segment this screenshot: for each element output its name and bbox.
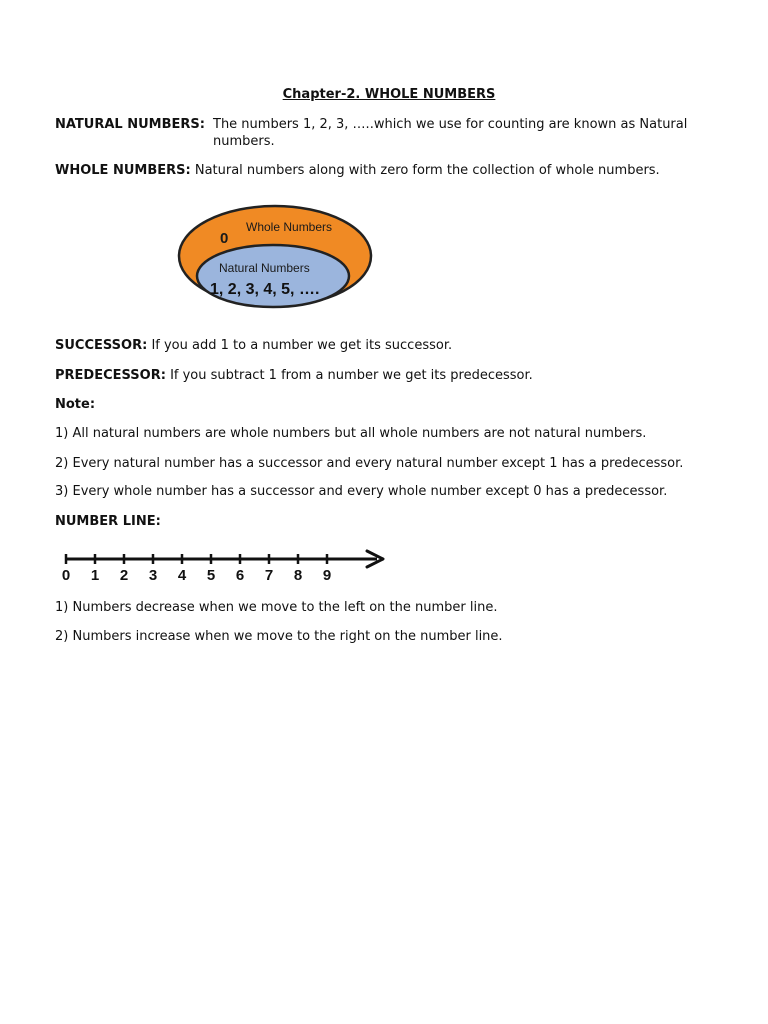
number-line-label-0: 0: [61, 567, 71, 584]
whole-numbers-venn-label: Whole Numbers: [246, 220, 333, 234]
note-item-2: 2) Every natural number has a successor and every natural number except 1 has a predecessor.: [55, 456, 684, 471]
number-line-fact-1: 1) Numbers decrease when we move to the left on the number line.: [55, 600, 498, 615]
whole-numbers-definition: [55, 162, 715, 179]
natural-numbers-venn-values: 1, 2, 3, 4, 5, ….: [210, 281, 320, 298]
successor-label: SUCCESSOR:: [55, 338, 148, 353]
number-line-diagram: [55, 540, 395, 590]
natural-numbers-venn-label: Natural Numbers: [219, 261, 310, 275]
number-line-label-2: 2: [119, 567, 129, 584]
note-heading: Note:: [55, 397, 96, 412]
whole-numbers-label: WHOLE NUMBERS:: [55, 163, 191, 178]
number-line-label-6: 6: [235, 567, 245, 584]
whole-numbers-text: Natural numbers along with zero form the collection of whole numbers.: [194, 163, 660, 178]
predecessor-definition: [55, 367, 715, 384]
number-line-heading: NUMBER LINE:: [55, 514, 161, 529]
page-title: Chapter-2. WHOLE NUMBERS: [282, 87, 496, 102]
number-line-label-1: 1: [90, 567, 100, 584]
zero-venn-value: 0: [220, 230, 229, 247]
predecessor-label: PREDECESSOR:: [55, 368, 166, 383]
number-line-label-8: 8: [293, 567, 303, 584]
number-line-label-9: 9: [322, 567, 332, 584]
predecessor-text: If you subtract 1 from a number we get its predecessor.: [170, 368, 533, 383]
number-line-label-4: 4: [177, 567, 187, 584]
number-line-label-7: 7: [264, 567, 274, 584]
natural-numbers-label: NATURAL NUMBERS:: [55, 117, 205, 132]
natural-numbers-definition: [55, 116, 715, 150]
natural-numbers-text: The numbers 1, 2, 3, …..which we use for counting are known as Natural numbers.: [213, 117, 688, 149]
number-line-label-3: 3: [148, 567, 158, 584]
number-line-label-5: 5: [206, 567, 216, 584]
note-item-1: 1) All natural numbers are whole numbers but all whole numbers are not natural numbers.: [55, 426, 647, 441]
number-line-fact-2: 2) Numbers increase when we move to the right on the number line.: [55, 629, 503, 644]
successor-text: If you add 1 to a number we get its successor.: [151, 338, 453, 353]
note-item-3: 3) Every whole number has a successor and every whole number except 0 has a predecessor.: [55, 484, 668, 499]
successor-definition: [55, 337, 715, 354]
venn-diagram: [170, 200, 380, 310]
